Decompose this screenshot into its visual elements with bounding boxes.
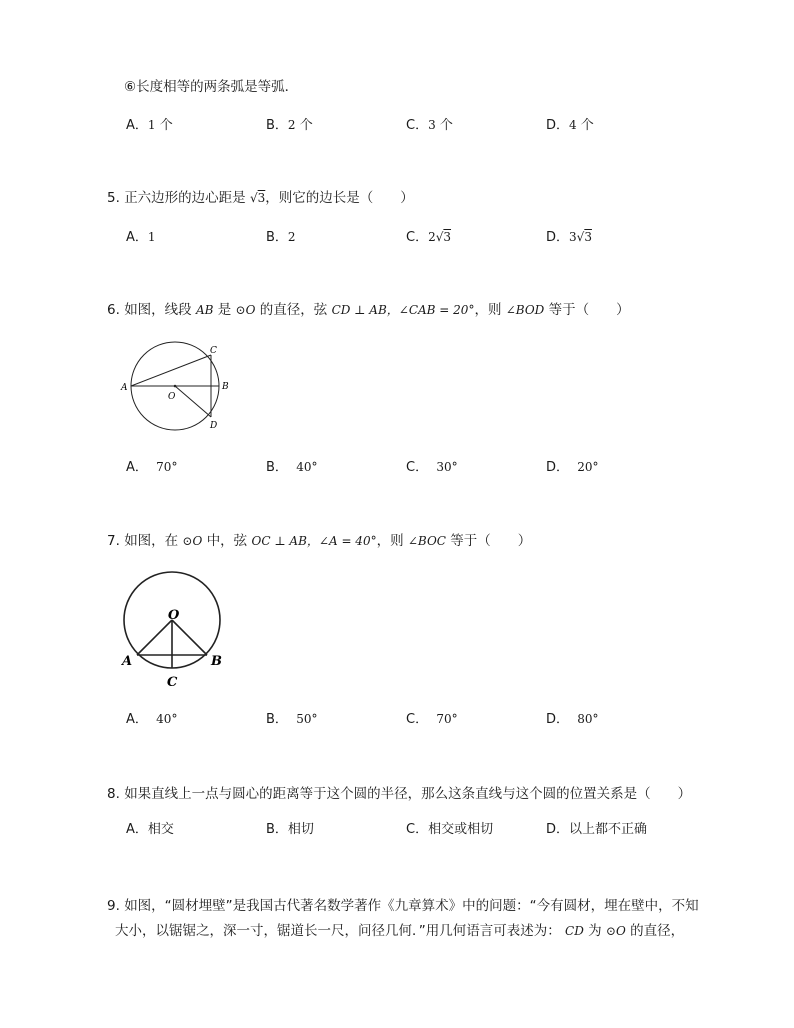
q4-item-6: ⑥长度相等的两条弧是等弧． xyxy=(124,79,299,95)
label-b: B xyxy=(211,654,222,669)
label-d: D xyxy=(210,421,218,431)
q5-option-d[interactable]: D．3√3 xyxy=(546,230,592,245)
q4-option-c[interactable]: C．3 个 xyxy=(406,118,453,133)
q7-stem: 7. 如图，在 ⊙O 中，弦 OC ⊥ AB，∠A = 40°，则 ∠BOC 等于（ ） xyxy=(107,533,532,549)
q7-option-b[interactable]: B． 50° xyxy=(266,712,318,727)
q8-option-a[interactable]: A．相交 xyxy=(126,822,174,837)
q4-option-d[interactable]: D．4 个 xyxy=(546,118,594,133)
radius-od xyxy=(175,386,211,417)
radius-oa xyxy=(137,620,172,655)
q9-stem-line2: 大小，以锯锯之，深一寸，锯道长一尺，问径几何．”用几何语言可表述为： CD 为 ⊙O 的直径， xyxy=(115,923,685,939)
label-o: O xyxy=(168,608,180,623)
q7-option-d[interactable]: D． 80° xyxy=(546,712,599,727)
label-a: A xyxy=(122,654,133,669)
q8-option-d[interactable]: D．以上都不正确 xyxy=(546,822,648,837)
q7-option-c[interactable]: C． 70° xyxy=(406,712,458,727)
chord-ac xyxy=(131,355,211,386)
label-o: O xyxy=(168,392,176,402)
q8-stem: 8. 如果直线上一点与圆心的距离等于这个圆的半径，那么这条直线与这个圆的位置关系是（ ） xyxy=(107,786,692,802)
q8-option-b[interactable]: B．相切 xyxy=(266,822,314,837)
sqrt-symbol: √3 xyxy=(249,191,266,205)
q5-stem: 5. 正六边形的边心距是 √3，则它的边长是（ ） xyxy=(107,190,414,206)
label-b: B xyxy=(222,382,229,392)
center-point xyxy=(174,385,177,388)
q6-option-c[interactable]: C． 30° xyxy=(406,460,458,475)
label-a: A xyxy=(121,383,128,393)
q5-option-a[interactable]: A．1 xyxy=(126,230,156,245)
q6-option-a[interactable]: A． 70° xyxy=(126,460,178,475)
q9-stem-line1: 9. 如图，“圆材埋壁”是我国古代著名数学著作《九章算术》中的问题：“今有圆材，埋在壁中，不知 xyxy=(107,898,699,914)
q6-option-d[interactable]: D． 20° xyxy=(546,460,599,475)
label-c: C xyxy=(167,675,178,690)
label-c: C xyxy=(210,346,217,356)
q7-option-a[interactable]: A． 40° xyxy=(126,712,178,727)
q6-figure xyxy=(118,338,238,438)
q6-option-b[interactable]: B． 40° xyxy=(266,460,318,475)
q5-option-b[interactable]: B．2 xyxy=(266,230,296,245)
q5-option-c[interactable]: C．2√3 xyxy=(406,230,452,245)
radius-ob xyxy=(172,620,207,655)
q6-stem: 6. 如图，线段 AB 是 ⊙O 的直径，弦 CD ⊥ AB，∠CAB = 20°，则 ∠BOD 等于（ ） xyxy=(107,302,630,318)
q4-option-b[interactable]: B．2 个 xyxy=(266,118,313,133)
q4-option-a[interactable]: A．1 个 xyxy=(126,118,173,133)
q8-option-c[interactable]: C．相交或相切 xyxy=(406,822,494,837)
q7-figure xyxy=(118,570,228,692)
